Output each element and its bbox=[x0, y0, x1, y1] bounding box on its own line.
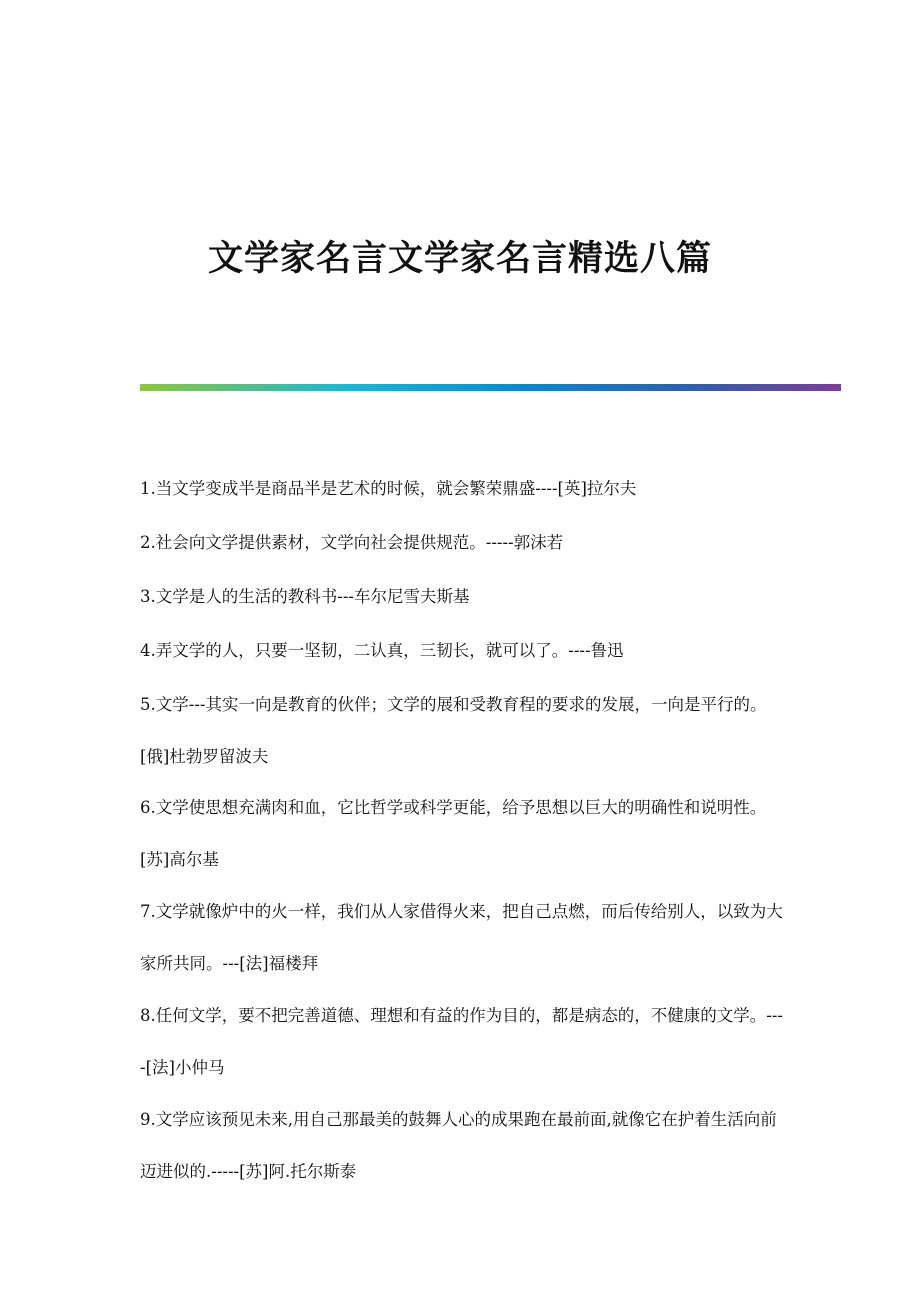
quote-item: 3.文学是人的生活的教科书---车尔尼雪夫斯基 bbox=[140, 587, 470, 606]
quote-item: 5.文学---其实一向是教育的伙伴；文学的展和受教育程的要求的发展，一向是平行的。[俄]杜勃罗留波夫 bbox=[140, 695, 767, 766]
quote-item: 1.当文学变成半是商品半是艺术的时候，就会繁荣鼎盛----[英]拉尔夫 bbox=[140, 479, 637, 498]
page-title: 文学家名言文学家名言精选八篇 bbox=[207, 238, 712, 280]
quote-item: 6.文学使思想充满肉和血，它比哲学或科学更能，给予思想以巨大的明确性和说明性。[苏]高尔基 bbox=[140, 798, 767, 869]
quote-item: 7.文学就像炉中的火一样，我们从人家借得火来，把自己点燃，而后传给别人，以致为大家所共同。---[法]福楼拜 bbox=[140, 902, 783, 973]
quote-item: 2.社会向文学提供素材，文学向社会提供规范。-----郭沫若 bbox=[140, 533, 564, 552]
quote-item: 9.文学应该预见未来,用自己那最美的鼓舞人心的成果跑在最前面,就像它在护着生活向前迈进似的.-----[苏]阿.托尔斯泰 bbox=[140, 1110, 777, 1181]
quote-item: 4.弄文学的人，只要一坚韧，二认真，三韧长，就可以了。----鲁迅 bbox=[140, 641, 624, 660]
title-divider bbox=[140, 384, 841, 391]
quote-item: 8.任何文学，要不把完善道德、理想和有益的作为目的，都是病态的，不健康的文学。----[法]小仲马 bbox=[140, 1006, 783, 1077]
